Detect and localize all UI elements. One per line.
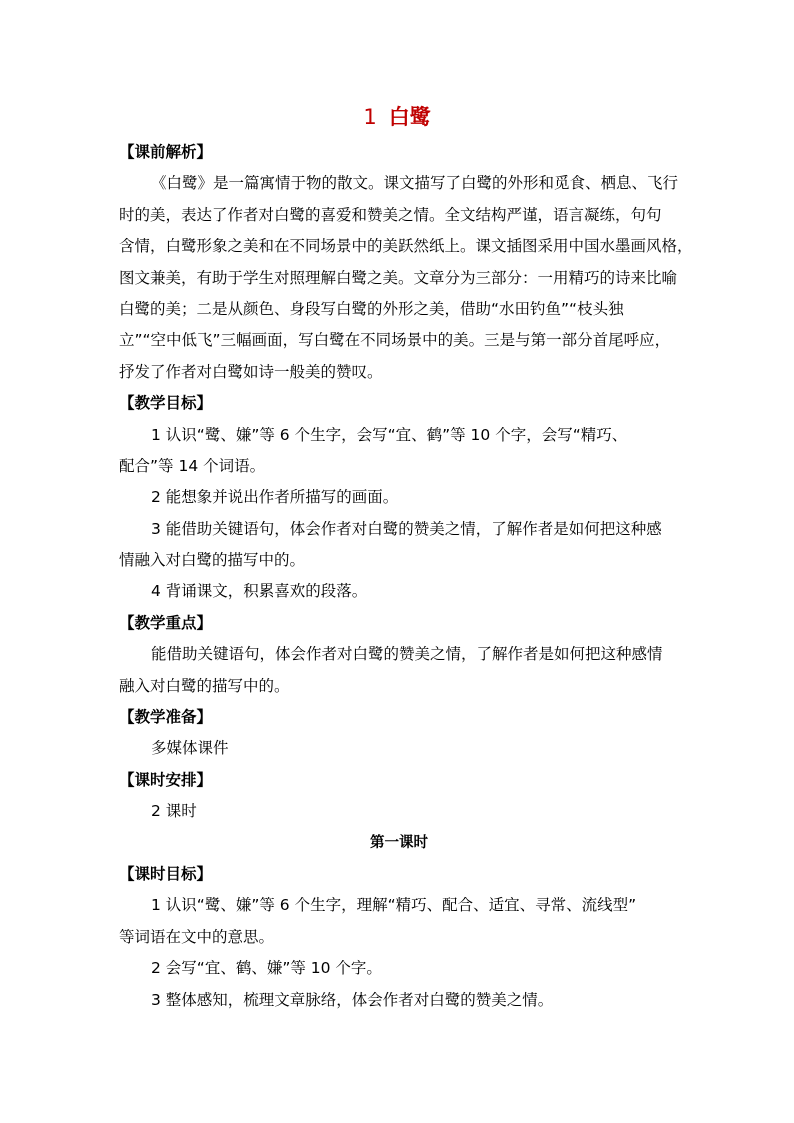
text-line: 立”“空中低飞”三幅画面，写白鹭在不同场景中的美。三是与第一部分首尾呼应， — [119, 331, 671, 350]
text-line: 图文兼美，有助于学生对照理解白鹭之美。文章分为三部分：一用精巧的诗来比喻 — [119, 268, 678, 287]
text-line: 《白鹭》是一篇寓情于物的散文。课文描写了白鹭的外形和觅食、栖息、飞行 — [151, 174, 679, 193]
text-line: 多媒体课件 — [151, 739, 229, 758]
text-line: 能借助关键语句，体会作者对白鹭的赞美之情，了解作者是如何把这种感情 — [151, 645, 663, 664]
text-line: 1 认识“鹭、嫌”等 6 个生字，会写“宜、鹤”等 10 个字，会写“精巧、 — [151, 425, 628, 444]
section-heading: 【教学目标】 — [119, 394, 213, 413]
text-line: 3 能借助关键语句，体会作者对白鹭的赞美之情，了解作者是如何把这种感 — [151, 519, 662, 538]
text-line: 时的美，表达了作者对白鹭的喜爱和赞美之情。全文结构严谨，语言凝练，句句 — [119, 205, 662, 224]
text-line: 情融入对白鹭的描写中的。 — [119, 551, 306, 570]
lesson-number: 1 — [363, 105, 377, 129]
text-line: 等词语在文中的意思。 — [119, 927, 275, 946]
text-line: 1 认识“鹭、嫌”等 6 个生字，理解“精巧、配合、适宜、寻常、流线型” — [151, 896, 637, 915]
text-line: 3 整体感知，梳理文章脉络，体会作者对白鹭的赞美之情。 — [151, 990, 554, 1009]
text-line: 2 会写“宜、鹤、嫌”等 10 个字。 — [151, 959, 382, 978]
text-line: 2 课时 — [151, 802, 197, 821]
text-line: 2 能想象并说出作者所描写的画面。 — [151, 488, 399, 507]
section-heading: 【课时目标】 — [119, 864, 213, 883]
text-line: 融入对白鹭的描写中的。 — [119, 676, 290, 695]
section-heading: 【教学重点】 — [119, 613, 213, 632]
text-line: 白鹭的美；二是从颜色、身段写白鹭的外形之美，借助“水田钓鱼”“枝头独 — [119, 299, 624, 318]
section-heading: 【教学准备】 — [119, 708, 213, 727]
document-body — [119, 137, 693, 1016]
text-line: 含情，白鹭形象之美和在不同场景中的美跃然纸上。课文插图采用中国水墨画风格， — [119, 237, 693, 256]
section-heading: 【课前解析】 — [119, 143, 213, 161]
text-line: 4 背诵课文，积累喜欢的段落。 — [151, 582, 368, 601]
section-heading: 【课时安排】 — [119, 770, 213, 789]
subsection-title: 第一课时 — [370, 834, 428, 851]
text-line: 配合”等 14 个词语。 — [119, 456, 266, 475]
text-line: 抒发了作者对白鹭如诗一般美的赞叹。 — [119, 362, 383, 381]
document-title — [0, 104, 794, 130]
lesson-title: 白鹭 — [388, 105, 431, 129]
